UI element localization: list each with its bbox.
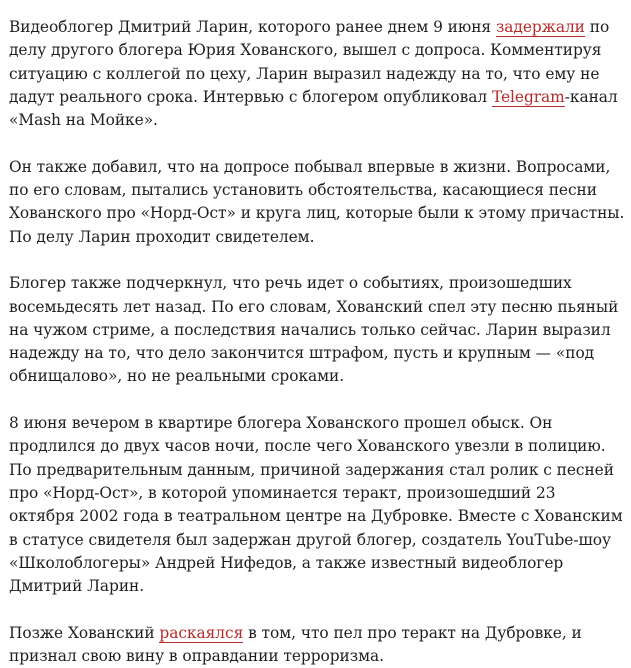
text-run: Блогер также подчеркнул, что речь идет о событиях, произошедших восемьдесять лет назад. По его словам, Хованский спел эту песню пьяный на чужом стриме, а последствия начались только сейчас. Ларин выразил надежду на то, что дело закончится штрафом, пусть и крупным — «под обнищалово», но не реальными сроками. [9, 274, 619, 386]
paragraph-3 [9, 272, 625, 388]
text-run: Видеоблогер Дмитрий Ларин, которого ранее днем 9 июня [9, 18, 496, 36]
link-zaderzhali[interactable]: задержали [495, 18, 585, 36]
text-run: 8 июня вечером в квартире блогера Хованского прошел обыск. Он продлился до двух часов ночи, после чего Хованского увезли в полицию. По предварительным данным, причиной задержания стал ролик с песней про «Норд-Ост», в которой упоминается теракт, произошедший 23 октября 2002 года в театральном центре на Дубровке. Вместе с Хованским в статусе свидетеля был задержан другой блогер, создатель YouTube-шоу «Школоблогеры» Андрей Нифедов, а также известный видеоблогер Дмитрий Ларин. [9, 414, 623, 596]
link-raskayalsya[interactable]: раскаялся [159, 623, 244, 642]
paragraph-1 [9, 16, 625, 132]
paragraph-2 [9, 156, 625, 249]
link-telegram[interactable]: Telegram [491, 87, 565, 106]
text-run: Позже Хованский [9, 623, 160, 642]
text-run: Он также добавил, что на допросе побывал впервые в жизни. Вопросами, по его словам, пытались установить обстоятельства, касающиеся песни Хованского про «Норд-Ост» и круга лиц, которые были к этому причастны. По делу Ларин проходит свидетелем. [9, 157, 625, 246]
paragraph-4 [9, 412, 625, 598]
text-run: в том, что пел про теракт на Дубровке, и признал свою вину в оправдании терроризма. [9, 623, 582, 666]
text-run: по делу другого блогера Юрия Хованского, вышел с допроса. Комментируя ситуацию с коллегой по цеху, Ларин выразил надежду на то, что ему не дадут реального срока. Интервью с блогером опубликовал [9, 18, 610, 106]
text-run: -канал «Mash на Мойке». [9, 87, 618, 130]
paragraph-5 [9, 622, 625, 668]
